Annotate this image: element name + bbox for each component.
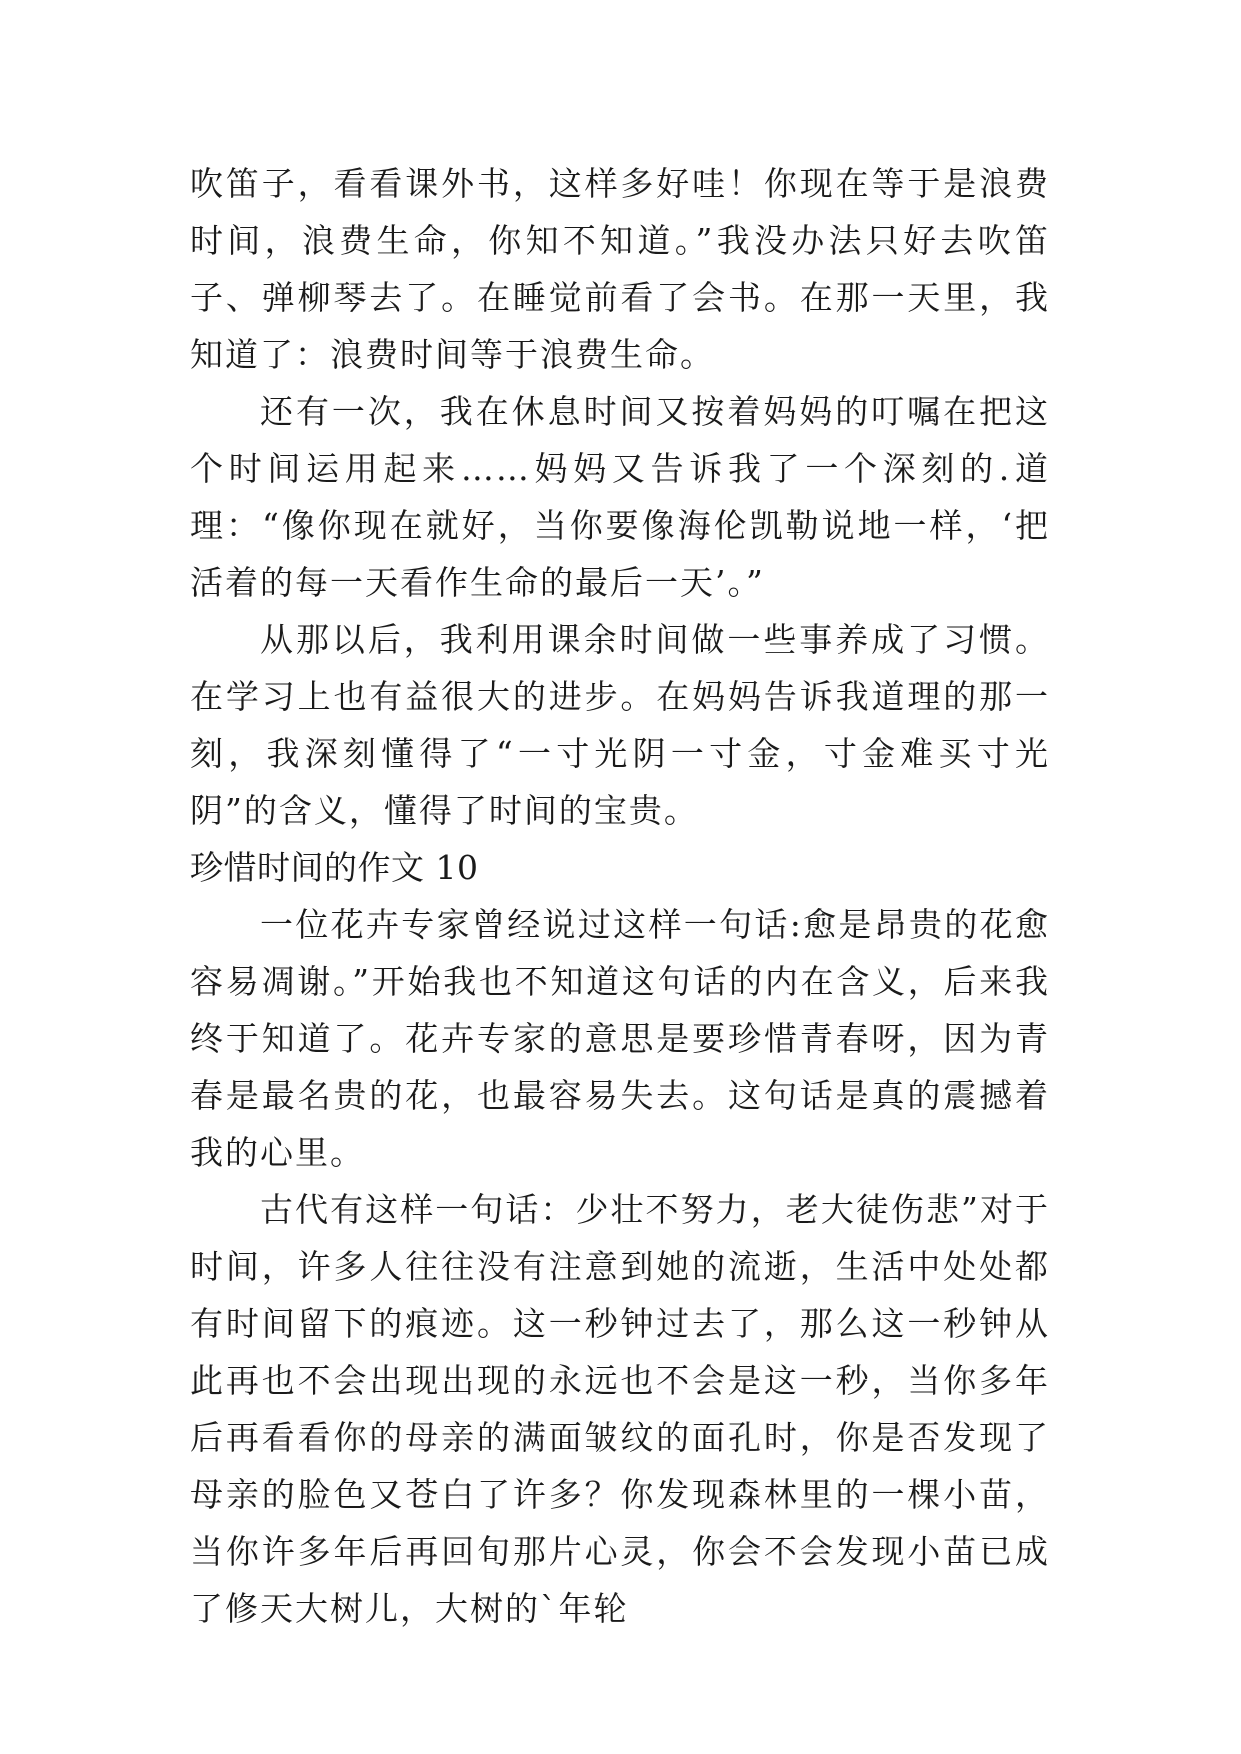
document-body xyxy=(190,155,1050,1637)
paragraph: 一位花卉专家曾经说过这样一句话:愈是昂贵的花愈容易凋谢。”开始我也不知道这句话的内在含义，后来我终于知道了。花卉专家的意思是要珍惜青春呀，因为青春是最名贵的花，也最容易失去。这句话是真的震撼着我的心里。 xyxy=(190,905,1050,1172)
paragraph: 从那以后，我利用课余时间做一些事养成了习惯。在学习上也有益很大的进步。在妈妈告诉我道理的那一刻，我深刻懂得了“一寸光阴一寸金，寸金难买寸光阴”的含义，懂得了时间的宝贵。 xyxy=(190,620,1050,830)
paragraph: 古代有这样一句话：少壮不努力，老大徒伤悲”对于时间，许多人往往没有注意到她的流逝，生活中处处都有时间留下的痕迹。这一秒钟过去了，那么这一秒钟从此再也不会出现出现的永远也不会是这一秒，当你多年后再看看你的母亲的满面皱纹的面孔时，你是否发现了母亲的脸色又苍白了许多？你发现森林里的一棵小苗，当你许多年后再回旬那片心灵，你会不会发现小苗已成了修天大树儿，大树的`年轮 xyxy=(190,1190,1050,1628)
paragraph: 吹笛子，看看课外书，这样多好哇！你现在等于是浪费时间，浪费生命，你知不知道。”我没办法只好去吹笛子、弹柳琴去了。在睡觉前看了会书。在那一天里，我知道了：浪费时间等于浪费生命。 xyxy=(190,164,1050,374)
essay-heading: 珍惜时间的作文 10 xyxy=(190,848,479,887)
paragraph: 还有一次，我在休息时间又按着妈妈的叮嘱在把这个时间运用起来……妈妈又告诉我了一个深刻的.道理：“像你现在就好，当你要像海伦凯勒说地一样，‘把活着的每一天看作生命的最后一天’。” xyxy=(190,392,1050,602)
